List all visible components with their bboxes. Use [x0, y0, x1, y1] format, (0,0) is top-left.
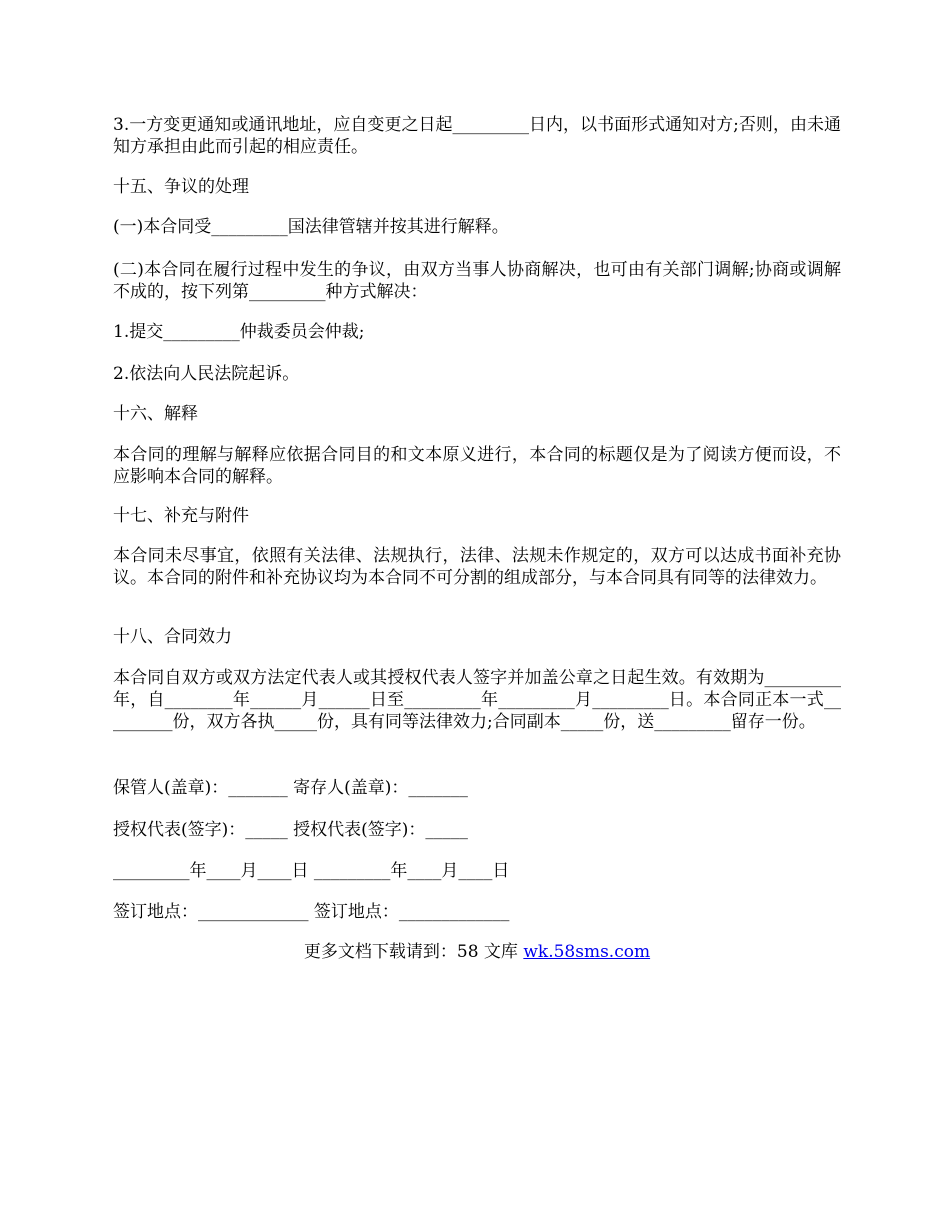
signature-representative-line: 授权代表(签字)：_____ 授权代表(签字)：_____ — [113, 820, 468, 840]
signature-seal-line: 保管人(盖章)：_______ 寄存人(盖章)：_______ — [113, 778, 468, 798]
signature-date-line: _________年____月____日 _________年____月____日 — [113, 861, 510, 881]
clause-16-interpretation: 本合同的理解与解释应依据合同目的和文本原义进行，本合同的标题仅是为了阅读方便而设，不应影响本合同的解释。 — [113, 445, 841, 487]
section-heading-15: 十五、争议的处理 — [113, 177, 249, 197]
option-2-court: 2.依法向人民法院起诉。 — [113, 364, 300, 384]
clause-3-notice-change: 3.一方变更通知或通讯地址，应自变更之日起_________日内，以书面形式通知对方;否则，由未通知方承担由此而引起的相应责任。 — [113, 115, 841, 157]
clause-18-effect: 本合同自双方或双方法定代表人或其授权代表人签字并加盖公章之日起生效。有效期为_________年，自________年______月______日至_________年_________月_________日。本合同正本一式_________份，双方各执_____份，具有同等法律效力;合同副本_____份，送_________留存一份。 — [113, 668, 841, 732]
section-heading-18: 十八、合同效力 — [113, 627, 232, 647]
option-1-arbitration: 1.提交_________仲裁委员会仲裁; — [113, 322, 365, 342]
clause-15-1: (一)本合同受_________国法律管辖并按其进行解释。 — [113, 217, 509, 237]
section-heading-17: 十七、补充与附件 — [113, 506, 249, 526]
footer-text: 更多文档下载请到：58 文库 — [303, 942, 524, 962]
signature-place-line: 签订地点：_____________ 签订地点：_____________ — [113, 902, 510, 922]
section-heading-16: 十六、解释 — [113, 404, 198, 424]
clause-17-supplement: 本合同未尽事宜，依照有关法律、法规执行，法律、法规未作规定的，双方可以达成书面补充协议。本合同的附件和补充协议均为本合同不可分割的组成部分，与本合同具有同等的法律效力。 — [113, 546, 841, 588]
clause-15-2: (二)本合同在履行过程中发生的争议，由双方当事人协商解决，也可由有关部门调解;协商或调解不成的，按下列第_________种方式解决： — [113, 260, 841, 302]
download-footer — [113, 941, 841, 963]
footer-link[interactable]: wk.58sms.com — [523, 942, 651, 962]
